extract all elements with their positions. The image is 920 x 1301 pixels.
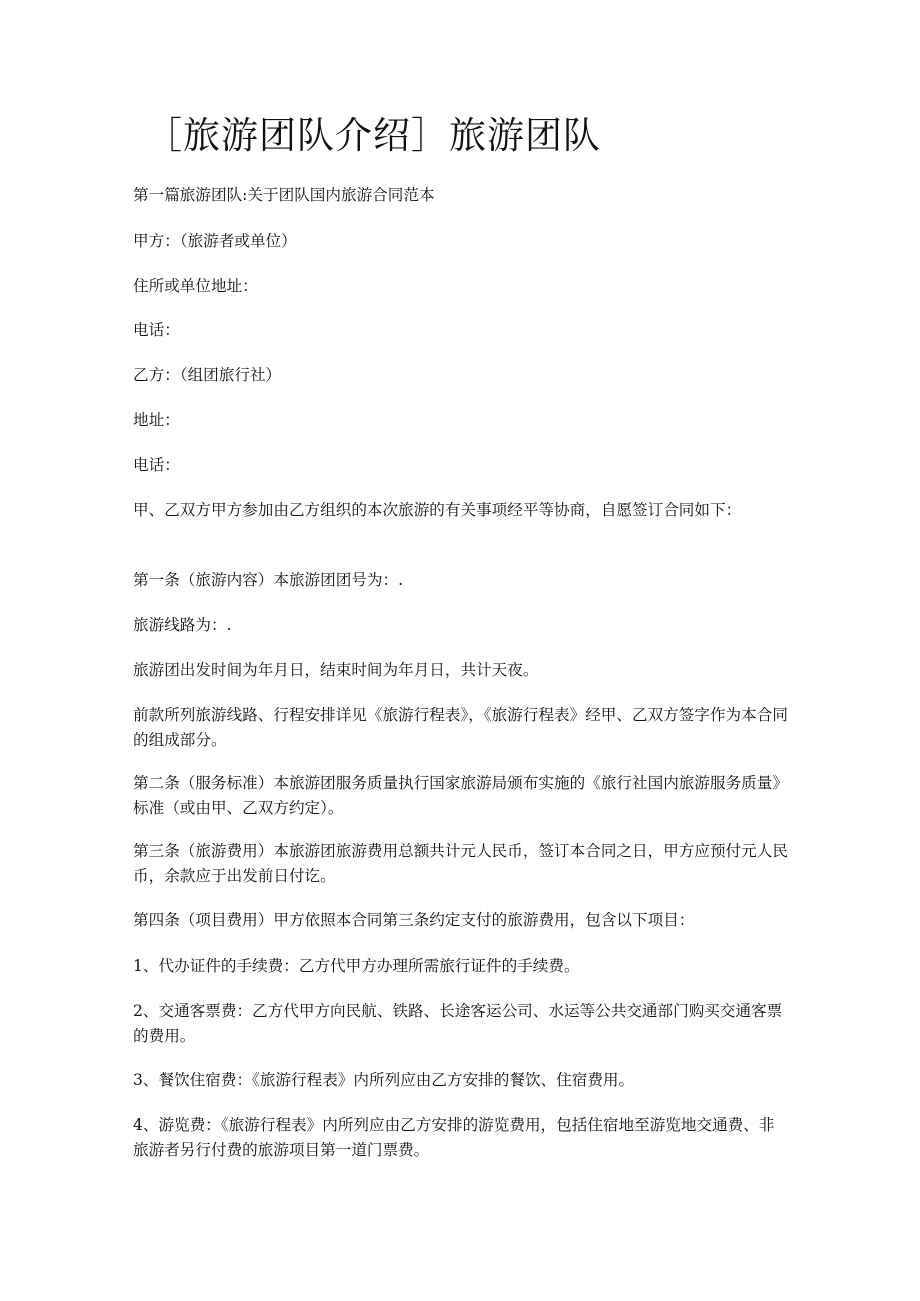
article-1-paragraph: 第一条（旅游内容）本旅游团团号为：. bbox=[133, 571, 404, 589]
itinerary-paragraph: 前款所列旅游线路、行程安排详见《旅游行程表》，《旅游行程表》经甲、乙双方签字作为本合同的组成部分。 bbox=[133, 706, 788, 749]
article-2-paragraph: 第二条（服务标准）本旅游团服务质量执行国家旅游局颁布实施的《旅行社国内旅游服务质量》标准（或由甲、乙双方约定）。 bbox=[133, 774, 788, 817]
article-4-paragraph: 第四条（项目费用）甲方依照本合同第三条约定支付的旅游费用，包含以下项目： bbox=[133, 911, 695, 929]
item-4-paragraph: 4、游览费：《旅游行程表》内所列应由乙方安排的游览费用，包括住宿地至游览地交通费、非旅游者另行付费的旅游项目第一道门票费。 bbox=[133, 1116, 775, 1159]
party-a-phone-line: 电话： bbox=[133, 321, 180, 339]
party-a-line: 甲方：（旅游者或单位） bbox=[133, 232, 297, 250]
party-b-phone-line: 电话： bbox=[133, 456, 180, 474]
preamble-paragraph: 甲、乙双方甲方参加由乙方组织的本次旅游的有关事项经平等协商，自愿签订合同如下： bbox=[133, 501, 742, 519]
subtitle-paragraph: 第一篇旅游团队:关于团队国内旅游合同范本 bbox=[133, 186, 435, 204]
party-b-address-line: 地址： bbox=[133, 411, 180, 429]
schedule-paragraph: 旅游团出发时间为年月日，结束时间为年月日，共计天夜。 bbox=[133, 661, 539, 679]
route-paragraph: 旅游线路为：. bbox=[133, 616, 232, 634]
item-2-paragraph: 2、交通客票费：乙方代甲方向民航、铁路、长途客运公司、水运等公共交通部门购买交通客票的费用。 bbox=[133, 1002, 783, 1045]
item-1-paragraph: 1、代办证件的手续费：乙方代甲方办理所需旅行证件的手续费。 bbox=[133, 957, 580, 975]
article-3-paragraph: 第三条（旅游费用）本旅游团旅游费用总额共计元人民币，签订本合同之日，甲方应预付元人民币，余款应于出发前日付讫。 bbox=[133, 842, 788, 885]
party-b-line: 乙方：（组团旅行社） bbox=[133, 366, 282, 384]
document-title: ［旅游团队介绍］旅游团队 bbox=[145, 114, 601, 157]
item-3-paragraph: 3、餐饮住宿费：《旅游行程表》内所列应由乙方安排的餐饮、住宿费用。 bbox=[133, 1071, 635, 1089]
party-a-address-line: 住所或单位地址： bbox=[133, 277, 258, 295]
